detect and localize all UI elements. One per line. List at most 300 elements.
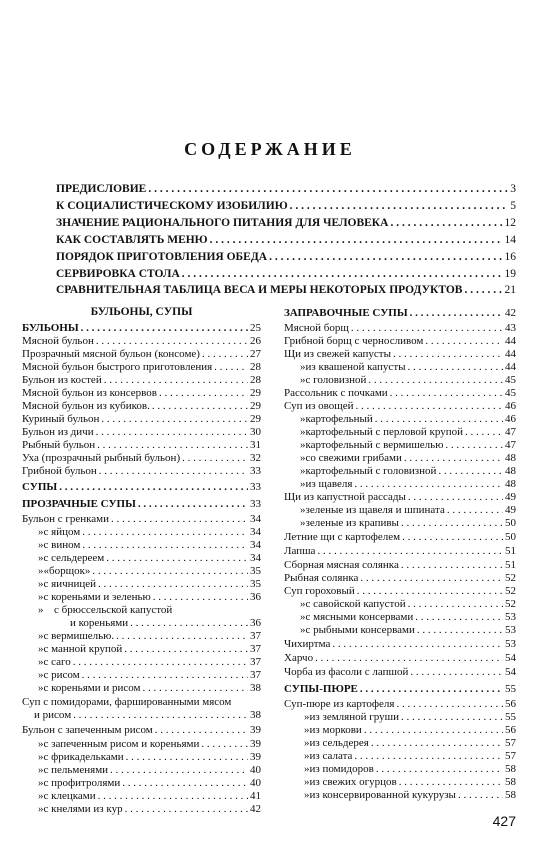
entry-text: из свежих огурцов xyxy=(309,776,397,788)
ditto-mark: » xyxy=(38,591,44,603)
entry-page: 58 xyxy=(505,763,516,775)
entry-title xyxy=(22,695,231,709)
ditto-mark: » xyxy=(300,478,306,490)
dot-leader xyxy=(99,464,248,478)
toc-entry xyxy=(22,577,261,591)
toc-entry xyxy=(22,681,261,695)
entry-title xyxy=(306,451,402,465)
entry-title xyxy=(44,629,115,643)
toc-entry xyxy=(22,708,261,722)
toc-entry xyxy=(22,347,261,361)
toc-entry xyxy=(22,412,261,426)
entry-text: Рыбная солянка xyxy=(284,572,359,584)
toc-entry xyxy=(22,451,261,465)
entry-text: Суп с помидорами, фаршированными мясом xyxy=(22,696,232,708)
entry-title xyxy=(284,584,355,598)
entry-page: 41 xyxy=(250,790,261,802)
entry-text: Чихиртма xyxy=(284,638,331,650)
ditto-mark: » xyxy=(300,413,306,425)
dot-leader xyxy=(375,412,503,426)
entry-title xyxy=(22,321,79,335)
toc-entry xyxy=(284,775,516,789)
entry-title xyxy=(284,571,358,585)
toc-entry xyxy=(22,776,261,790)
dot-leader xyxy=(402,530,503,544)
entry-title xyxy=(306,477,353,491)
entry-text: Суп-пюре из картофеля xyxy=(284,698,395,710)
ditto-mark: » xyxy=(300,426,306,438)
entry-page: 52 xyxy=(505,598,516,610)
entry-text: из моркови xyxy=(309,724,362,736)
toc-entry xyxy=(284,477,516,491)
entry-title xyxy=(22,347,200,361)
toc-entry xyxy=(284,464,516,478)
dot-leader xyxy=(364,723,503,737)
entry-page: 44 xyxy=(505,348,516,360)
dot-leader xyxy=(417,623,503,637)
dot-leader xyxy=(393,347,503,361)
ditto-mark: » xyxy=(304,763,310,775)
dot-leader xyxy=(458,788,503,802)
entry-page: 29 xyxy=(250,400,261,412)
dot-leader xyxy=(399,775,503,789)
entry-text: Бульон из костей xyxy=(22,374,102,386)
entry-title xyxy=(284,665,408,679)
entry-title xyxy=(284,306,408,320)
entry-page: 39 xyxy=(250,738,261,750)
entry-title xyxy=(22,386,157,400)
entry-title xyxy=(22,360,212,374)
dot-leader xyxy=(59,480,248,494)
dot-leader xyxy=(425,334,503,348)
entry-page: 39 xyxy=(250,751,261,763)
toc-entry xyxy=(284,334,516,348)
entry-text: Суп из овощей xyxy=(284,400,354,412)
ditto-mark: » xyxy=(38,565,44,577)
dot-leader xyxy=(155,723,248,737)
dot-leader xyxy=(401,558,503,572)
dot-leader xyxy=(82,525,248,539)
entry-text: Бульон из дичи xyxy=(22,426,94,438)
entry-text: с саго xyxy=(43,656,71,668)
dot-leader xyxy=(111,512,248,526)
ditto-mark: » xyxy=(38,604,44,616)
dot-leader xyxy=(464,283,502,297)
entry-text: с сельдереем xyxy=(43,552,105,564)
entry-title xyxy=(310,749,353,763)
entry-page: 54 xyxy=(505,652,516,664)
entry-page: 53 xyxy=(505,611,516,623)
entry-page: 25 xyxy=(250,322,261,334)
dot-leader xyxy=(445,438,503,452)
ditto-mark: » xyxy=(38,777,44,789)
entry-text: с пельменями xyxy=(43,764,109,776)
entry-page: 46 xyxy=(505,413,516,425)
ditto-mark: » xyxy=(38,578,44,590)
entry-page: 49 xyxy=(505,491,516,503)
entry-text: с рисом xyxy=(43,669,80,681)
entry-text: с кореньями и рисом xyxy=(43,682,141,694)
dot-leader xyxy=(73,655,248,669)
dot-leader xyxy=(404,451,503,465)
entry-page: 33 xyxy=(250,498,261,510)
entry-title: ПОРЯДОК ПРИГОТОВЛЕНИЯ ОБЕДА xyxy=(56,251,268,263)
toc-entry xyxy=(284,373,516,387)
toc-entry xyxy=(22,668,261,682)
entry-page: 58 xyxy=(505,789,516,801)
entry-text: Рыбный бульон xyxy=(22,439,96,451)
entry-page: 45 xyxy=(505,387,516,399)
entry-text: с яичницей xyxy=(43,578,97,590)
entry-page: 53 xyxy=(505,624,516,636)
entry-title xyxy=(22,723,153,737)
entry-title xyxy=(284,347,391,361)
entry-title xyxy=(44,655,71,669)
ditto-mark: » xyxy=(300,465,306,477)
ditto-mark: » xyxy=(300,439,306,451)
entry-text: картофельный с вермишелью xyxy=(305,439,444,451)
dot-leader xyxy=(438,464,503,478)
entry-page: 48 xyxy=(505,465,516,477)
toc-entry xyxy=(22,737,261,751)
ditto-mark: » xyxy=(304,750,310,762)
dot-leader xyxy=(317,544,503,558)
entry-title xyxy=(22,399,150,413)
entry-page: 30 xyxy=(250,426,261,438)
toc-entry-preface xyxy=(56,182,516,196)
dot-leader xyxy=(356,399,503,413)
entry-title xyxy=(306,438,444,452)
entry-page: 38 xyxy=(250,709,261,721)
ditto-mark: » xyxy=(38,526,44,538)
toc-entry xyxy=(284,306,516,320)
entry-title xyxy=(284,386,388,400)
entry-page: 16 xyxy=(504,251,516,263)
dot-leader xyxy=(106,551,248,565)
entry-page: 42 xyxy=(250,803,261,815)
toc-entry-table-setting xyxy=(56,267,516,281)
dot-leader xyxy=(130,616,248,630)
dot-leader xyxy=(332,637,503,651)
toc-entry xyxy=(284,597,516,611)
toc-entry xyxy=(284,347,516,361)
entry-text: с вермишелью. xyxy=(43,630,115,642)
entry-title xyxy=(310,710,399,724)
entry-title xyxy=(44,789,96,803)
ditto-mark: » xyxy=(300,374,306,386)
entry-text: «борщок» xyxy=(43,565,91,577)
ditto-mark: » xyxy=(300,611,306,623)
entry-text: БУЛЬОНЫ xyxy=(22,322,79,334)
ditto-mark: » xyxy=(304,711,310,723)
entry-page: 37 xyxy=(250,669,261,681)
entry-text: СУПЫ xyxy=(22,481,58,493)
ditto-mark: » xyxy=(38,790,44,802)
entry-text: Бульон с запеченным рисом xyxy=(22,724,153,736)
entry-text: с фрикадельками xyxy=(43,751,124,763)
entry-title xyxy=(306,610,414,624)
entry-page: 53 xyxy=(505,638,516,650)
entry-text: из консервированной кукурузы xyxy=(309,789,456,801)
toc-entry xyxy=(284,651,516,665)
entry-title xyxy=(284,544,315,558)
entry-title xyxy=(22,451,180,465)
entry-text: Мясной борщ xyxy=(284,322,349,334)
entry-title xyxy=(284,651,313,665)
entry-title xyxy=(310,762,374,776)
dot-leader xyxy=(354,477,503,491)
entry-text: из земляной груши xyxy=(309,711,399,723)
dot-leader xyxy=(104,373,248,387)
toc-entry xyxy=(284,490,516,504)
entry-title xyxy=(44,551,105,565)
dot-leader xyxy=(122,776,248,790)
entry-title xyxy=(44,525,81,539)
entry-page: 39 xyxy=(250,724,261,736)
entry-page: 51 xyxy=(505,559,516,571)
entry-text: с савойской капустой xyxy=(305,598,406,610)
ditto-mark: » xyxy=(300,624,306,636)
dot-leader xyxy=(354,749,503,763)
entry-title: ПРЕДИСЛОВИЕ xyxy=(56,183,147,195)
toc-entry xyxy=(22,616,261,630)
entry-page: 55 xyxy=(505,683,516,695)
entry-page: 27 xyxy=(250,348,261,360)
entry-title xyxy=(306,425,463,439)
entry-text: картофельный с перловой крупой xyxy=(305,426,463,438)
entry-title xyxy=(44,776,121,790)
entry-page: 44 xyxy=(505,335,516,347)
entry-page: 34 xyxy=(250,526,261,538)
dot-leader xyxy=(401,516,503,530)
entry-text: с головизной xyxy=(305,374,367,386)
dot-leader xyxy=(290,199,509,213)
entry-text: Уха (прозрачный рыбный бульон) xyxy=(22,452,181,464)
entry-title xyxy=(306,597,406,611)
entry-text: Грибной борщ с черносливом xyxy=(284,335,424,347)
entry-text: Сборная мясная солянка xyxy=(284,559,399,571)
entry-page: 14 xyxy=(504,234,516,246)
entry-title xyxy=(44,802,123,816)
dot-leader xyxy=(81,321,248,335)
dot-leader xyxy=(390,386,503,400)
entry-title: ЗНАЧЕНИЕ РАЦИОНАЛЬНОГО ПИТАНИЯ ДЛЯ ЧЕЛОВЕКА xyxy=(56,217,389,229)
entry-text: Летние щи с картофелем xyxy=(284,531,401,543)
ditto-mark: » xyxy=(38,669,44,681)
entry-page: 34 xyxy=(250,513,261,525)
toc-entry xyxy=(284,697,516,711)
dot-leader xyxy=(101,412,248,426)
entry-text: Харчо xyxy=(284,652,314,664)
toc-entry xyxy=(22,438,261,452)
ditto-mark: » xyxy=(300,517,306,529)
entry-title xyxy=(306,623,415,637)
entry-page: 48 xyxy=(505,478,516,490)
entry-page: 58 xyxy=(505,776,516,788)
entry-text: с кореньями и зеленью xyxy=(43,591,151,603)
dot-leader xyxy=(210,233,503,247)
toc-entry xyxy=(284,788,516,802)
entry-title xyxy=(284,334,423,348)
toc-entry xyxy=(22,564,261,578)
ditto-mark: » xyxy=(38,751,44,763)
entry-text: из сельдерея xyxy=(309,737,369,749)
dot-leader xyxy=(110,763,248,777)
dot-leader xyxy=(315,651,503,665)
entry-text: со свежими грибами xyxy=(305,452,402,464)
entry-title xyxy=(306,412,373,426)
ditto-mark: » xyxy=(304,737,310,749)
entry-page: 28 xyxy=(250,374,261,386)
entry-page: 56 xyxy=(505,698,516,710)
dot-leader xyxy=(410,306,503,320)
ditto-mark: » xyxy=(304,789,310,801)
entry-title xyxy=(284,530,400,544)
entry-page: 42 xyxy=(505,307,516,319)
dot-leader xyxy=(159,386,248,400)
entry-title xyxy=(22,438,95,452)
toc-entry xyxy=(22,629,261,643)
toc-entry xyxy=(22,590,261,604)
entry-title xyxy=(310,723,362,737)
toc-entry xyxy=(22,373,261,387)
entry-title xyxy=(284,682,358,696)
toc-entry xyxy=(22,464,261,478)
entry-title xyxy=(284,399,354,413)
entry-page: 57 xyxy=(505,750,516,762)
dot-leader xyxy=(96,425,248,439)
entry-title xyxy=(310,775,397,789)
entry-title xyxy=(44,577,97,591)
dot-leader xyxy=(401,710,503,724)
toc-entry xyxy=(22,655,261,669)
entry-page: 47 xyxy=(505,439,516,451)
entry-title xyxy=(22,512,109,526)
entry-page: 34 xyxy=(250,552,261,564)
ditto-mark: » xyxy=(38,682,44,694)
entry-text: картофельный xyxy=(305,413,373,425)
ditto-mark: » xyxy=(38,803,44,815)
toc-entry xyxy=(284,723,516,737)
toc-entry xyxy=(284,412,516,426)
toc-entry xyxy=(22,386,261,400)
entry-page: 29 xyxy=(250,413,261,425)
toc-entry xyxy=(22,399,261,413)
entry-page: 57 xyxy=(505,737,516,749)
toc-entry xyxy=(284,665,516,679)
toc-entry xyxy=(284,544,516,558)
toc-entry xyxy=(284,530,516,544)
dot-leader xyxy=(152,399,248,413)
entry-page: 37 xyxy=(250,656,261,668)
toc-entry xyxy=(284,762,516,776)
dot-leader xyxy=(97,438,248,452)
dot-leader xyxy=(92,564,248,578)
entry-page: 49 xyxy=(505,504,516,516)
entry-text: Бульон с гренками xyxy=(22,513,110,525)
toc-entry xyxy=(22,360,261,374)
entry-title xyxy=(44,642,123,656)
toc-entry xyxy=(284,736,516,750)
entry-text: Чорба из фасоли с лапшой xyxy=(284,666,409,678)
entry-page: 34 xyxy=(250,539,261,551)
dot-leader xyxy=(82,668,248,682)
entry-text: Куриный бульон xyxy=(22,413,100,425)
entry-text: Грибной бульон xyxy=(22,465,97,477)
ditto-mark: » xyxy=(38,552,44,564)
dot-leader xyxy=(371,736,503,750)
entry-title xyxy=(22,497,136,511)
entry-text: Щи из капустной рассады xyxy=(284,491,406,503)
entry-title xyxy=(22,480,57,494)
dot-leader xyxy=(202,347,248,361)
entry-page: 35 xyxy=(250,578,261,590)
entry-text: с профитролями xyxy=(43,777,121,789)
toc-entry xyxy=(22,512,261,526)
entry-text: Суп гороховый xyxy=(284,585,355,597)
entry-page: 46 xyxy=(505,400,516,412)
entry-text: зеленые из щавеля и шпината xyxy=(305,504,445,516)
entry-text: с запеченным рисом и кореньями xyxy=(43,738,200,750)
entry-text: СУПЫ-ПЮРЕ xyxy=(284,683,358,695)
entry-page: 44 xyxy=(505,361,516,373)
toc-entry xyxy=(22,497,261,511)
toc-entry xyxy=(284,571,516,585)
entry-page: 52 xyxy=(505,585,516,597)
toc-entry xyxy=(284,451,516,465)
toc-entry xyxy=(22,480,261,494)
entry-title xyxy=(44,668,80,682)
toc-entry xyxy=(284,360,516,374)
entry-title xyxy=(284,697,394,711)
toc-entry xyxy=(284,386,516,400)
ditto-mark: » xyxy=(304,724,310,736)
dot-leader xyxy=(201,737,248,751)
entry-title xyxy=(22,373,102,387)
entry-text: Рассольник с почками xyxy=(284,387,388,399)
toc-entry xyxy=(22,802,261,816)
entry-title xyxy=(310,788,456,802)
entry-page: 31 xyxy=(250,439,261,451)
dot-leader xyxy=(390,216,502,230)
dot-leader xyxy=(182,267,503,281)
toc-entry xyxy=(284,321,516,335)
toc-entry xyxy=(22,750,261,764)
entry-text: Мясной бульон быстрого приготовления xyxy=(22,361,213,373)
entry-title xyxy=(306,464,437,478)
dot-leader xyxy=(376,762,503,776)
dot-leader xyxy=(73,708,248,722)
entry-page: 3 xyxy=(510,183,516,195)
entry-text: Лапша xyxy=(284,545,316,557)
entry-title xyxy=(44,538,81,552)
toc-entry-weights-table xyxy=(56,283,516,297)
entry-page: 36 xyxy=(250,591,261,603)
entry-title xyxy=(44,681,141,695)
toc-entry-menu xyxy=(56,233,516,247)
toc-entry xyxy=(284,637,516,651)
entry-title: СРАВНИТЕЛЬНАЯ ТАБЛИЦА ВЕСА И МЕРЫ НЕКОТОРЫХ ПРОДУКТОВ xyxy=(56,284,463,296)
entry-page: 5 xyxy=(510,200,516,212)
entry-text: и кореньями xyxy=(70,617,129,629)
toc-entry-nutrition xyxy=(56,216,516,230)
dot-leader xyxy=(410,665,503,679)
entry-page: 36 xyxy=(250,617,261,629)
toc-entry xyxy=(22,603,261,617)
entry-title xyxy=(44,750,124,764)
toc-entry xyxy=(22,723,261,737)
entry-title xyxy=(22,412,99,426)
